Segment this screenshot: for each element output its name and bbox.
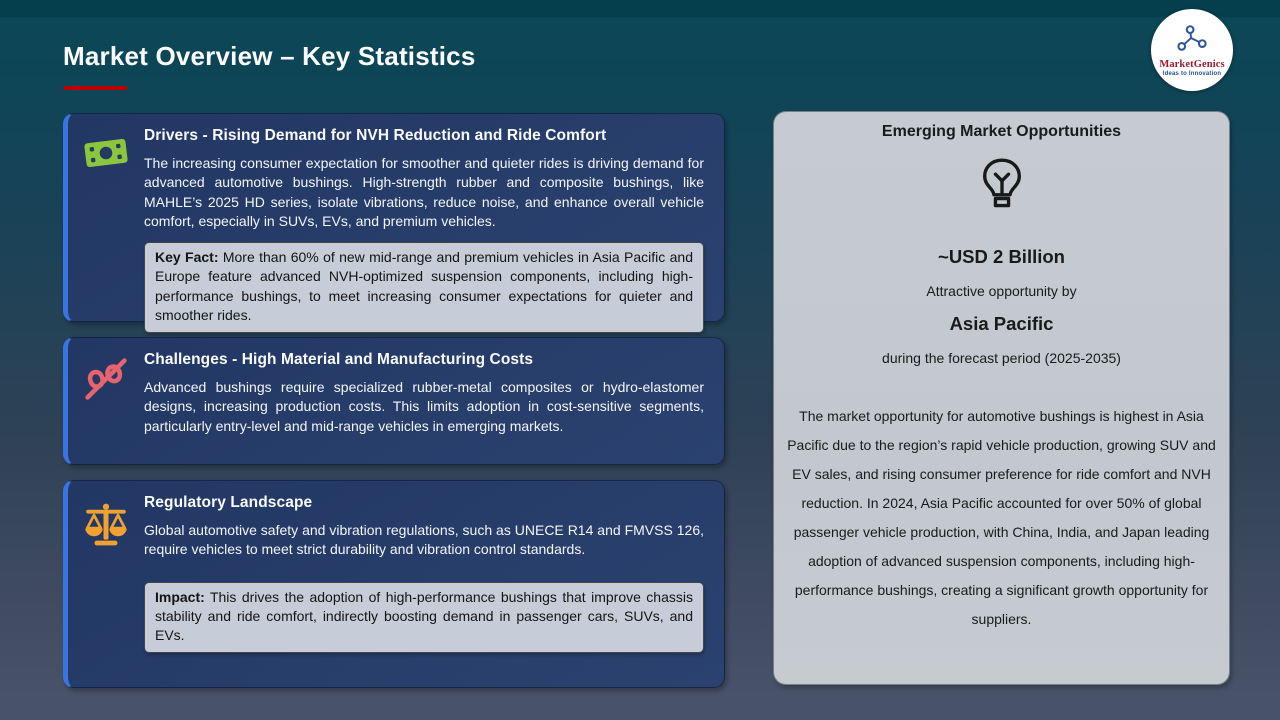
- opportunity-period: during the forecast period (2025-2035): [882, 350, 1121, 366]
- card-drivers: [63, 113, 725, 322]
- key-fact-box: [144, 242, 704, 333]
- card-title: Drivers - Rising Demand for NVH Reduction and Ride Comfort: [144, 127, 607, 144]
- impact-label: Impact:: [155, 588, 205, 605]
- key-fact-text: More than 60% of new mid-range and premium vehicles in Asia Pacific and Europe feature advanced NVH-optimized suspension components, including high-performance bushings, to meet increasing consumer expectations for quieter and smoother rides.: [155, 249, 693, 324]
- key-fact-label: Key Fact:: [155, 249, 219, 266]
- opportunity-panel: [773, 111, 1230, 685]
- card-title: Challenges - High Material and Manufacturing Costs: [144, 351, 534, 368]
- page-title: Market Overview – Key Statistics: [63, 41, 476, 71]
- scales-icon: [81, 502, 131, 675]
- opportunity-value: ~USD 2 Billion: [938, 246, 1065, 267]
- molecule-icon: [1175, 24, 1209, 57]
- opportunity-subtitle: Attractive opportunity by: [926, 283, 1077, 299]
- impact-text: This drives the adoption of high-performance bushings that improve chassis stability and ride comfort, indirectly boosting demand in passenger cars, SUVs, and EVs.: [155, 588, 693, 644]
- lightbulb-icon: [774, 156, 1229, 214]
- logo-name: MarketGenics: [1159, 58, 1225, 70]
- card-body: Advanced bushings require specialized rubber-metal composites or hydro-elastomer designs, increasing production costs. This limits adoption in cost-sensitive segments, particularly entry-level and mid-range vehicles in emerging markets.: [144, 379, 704, 434]
- opportunity-region: Asia Pacific: [949, 313, 1054, 334]
- opportunity-description: The market opportunity for automotive bushings is highest in Asia Pacific due to the region’s rapid vehicle production, growing SUV and EV sales, and rising consumer preference for ride comfort and NVH reduction. In 2024, Asia Pacific accounted for over 50% of global passenger vehicle production, with China, India, and Japan leading adoption of advanced suspension components, including high-performance bushings, creating a significant growth opportunity for suppliers.: [787, 408, 1216, 627]
- card-body: The increasing consumer expectation for smoother and quieter rides is driving demand for advanced automotive bushings. High-strength rubber and composite bushings, like MAHLE’s 2025 HD series, isolate vibrations, reduce noise, and enhance overall vehicle comfort, especially in SUVs, EVs, and premium vehicles.: [144, 155, 704, 229]
- card-challenges: [63, 337, 725, 465]
- card-regulatory: [63, 480, 725, 688]
- panel-title: Emerging Market Opportunities: [881, 123, 1122, 140]
- card-title: Regulatory Landscape: [144, 494, 313, 511]
- title-underline: [64, 86, 127, 90]
- impact-box: [144, 582, 704, 654]
- logo-badge: [1151, 9, 1233, 91]
- card-body: Global automotive safety and vibration regulations, such as UNECE R14 and FMVSS 126, require vehicles to meet strict durability and vibration control standards.: [144, 522, 704, 558]
- logo-tagline: Ideas to Innovation: [1162, 70, 1222, 77]
- money-icon: [81, 131, 131, 309]
- knot-icon: [80, 353, 132, 452]
